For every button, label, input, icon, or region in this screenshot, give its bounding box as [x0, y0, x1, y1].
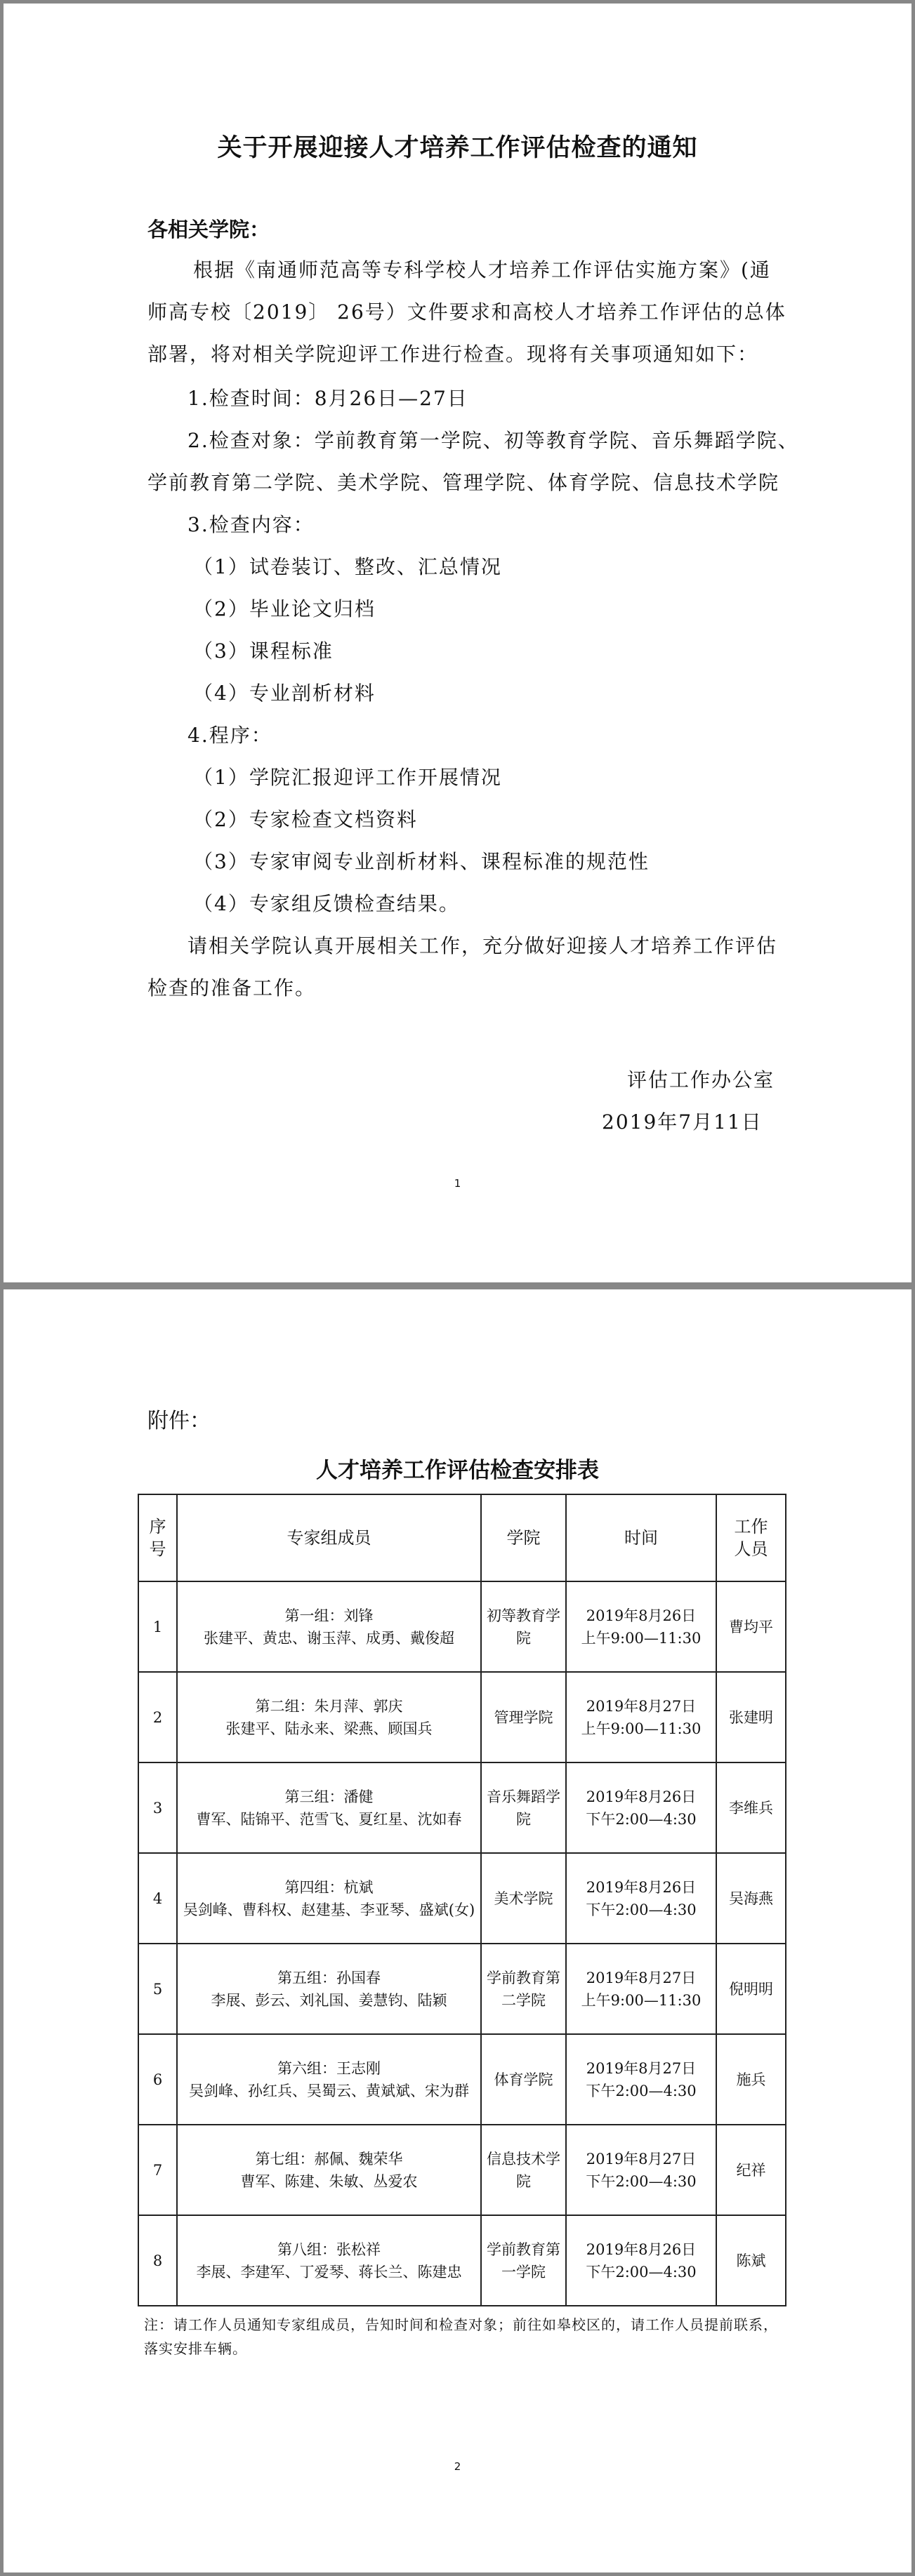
table-row	[138, 1762, 786, 1853]
table-row	[138, 2215, 786, 2306]
expert-group	[177, 1672, 481, 1762]
page-number: 2	[454, 2460, 461, 2473]
signature-office: 评估工作办公室	[627, 1068, 775, 1091]
schedule-time	[566, 2034, 716, 2125]
schedule-time	[566, 1762, 716, 1853]
group-leader: 第六组：王志刚	[277, 2059, 381, 2077]
group-leader: 第八组：张松祥	[277, 2240, 381, 2258]
expert-group	[177, 2125, 481, 2215]
date: 2019年8月26日	[586, 2240, 697, 2258]
signature-date: 2019年7月11日	[602, 1110, 763, 1134]
schedule-time	[566, 2125, 716, 2215]
staff: 吴海燕	[716, 1853, 786, 1944]
body-line: 部署，将对相关学院迎评工作进行检查。现将有关事项通知如下：	[147, 343, 759, 366]
college: 美术学院	[481, 1853, 566, 1944]
group-members: 曹军、陆锦平、范雪飞、夏红星、沈如春	[196, 1810, 462, 1828]
body-line: （2）专家检查文档资料	[193, 808, 418, 831]
time-slot: 上午9:00—11:30	[581, 1991, 702, 2009]
body-line: （4）专业剖析材料	[193, 682, 376, 705]
college: 体育学院	[481, 2034, 566, 2125]
notice-title: 关于开展迎接人才培养工作评估检查的通知	[217, 134, 698, 162]
document-page-2	[4, 1289, 911, 2572]
expert-group	[177, 2215, 481, 2306]
date: 2019年8月26日	[586, 1878, 697, 1896]
expert-group	[177, 1581, 481, 1672]
header-time: 时间	[566, 1494, 716, 1581]
header-no: 序号	[138, 1494, 177, 1581]
group-members: 吴剑峰、孙红兵、吴蜀云、黄斌斌、宋为群	[189, 2082, 469, 2099]
body-line: （1）学院汇报迎评工作开展情况	[193, 766, 502, 789]
time-slot: 下午2:00—4:30	[586, 2263, 697, 2280]
time-slot: 下午2:00—4:30	[586, 1810, 697, 1828]
staff: 倪明明	[716, 1944, 786, 2034]
expert-group	[177, 1944, 481, 2034]
group-members: 曹军、陈建、朱敏、丛爱农	[240, 2172, 418, 2190]
staff: 纪祥	[716, 2125, 786, 2215]
group-leader: 第七组：郝佩、魏荣华	[255, 2150, 403, 2167]
table-row	[138, 1672, 786, 1762]
time-slot: 上午9:00—11:30	[581, 1629, 702, 1647]
salutation: 各相关学院：	[147, 218, 270, 241]
college: 信息技术学院	[481, 2125, 566, 2215]
group-leader: 第四组：杭斌	[284, 1878, 374, 1896]
time-slot: 下午2:00—4:30	[586, 1901, 697, 1918]
date: 2019年8月27日	[586, 2059, 697, 2077]
group-leader: 第一组：刘锋	[284, 1607, 374, 1624]
row-no: 1	[138, 1581, 177, 1672]
header-college: 学院	[481, 1494, 566, 1581]
group-members: 李展、彭云、刘礼国、姜慧钧、陆颖	[211, 1991, 447, 2009]
header-staff: 工作人员	[716, 1494, 786, 1581]
schedule-time	[566, 1944, 716, 2034]
table-row	[138, 1581, 786, 1672]
expert-group	[177, 1853, 481, 1944]
date: 2019年8月27日	[586, 2150, 697, 2167]
table-row	[138, 2125, 786, 2215]
row-no: 7	[138, 2125, 177, 2215]
body-line: 检查的准备工作。	[147, 976, 317, 1000]
body-line: 1.检查时间：8月26日—27日	[187, 387, 468, 410]
college: 音乐舞蹈学院	[481, 1762, 566, 1853]
staff: 张建明	[716, 1672, 786, 1762]
body-line: （2）毕业论文归档	[193, 597, 376, 620]
group-leader: 第五组：孙国春	[277, 1969, 381, 1986]
date: 2019年8月27日	[586, 1697, 697, 1715]
row-no: 3	[138, 1762, 177, 1853]
body-line: 4.程序：	[187, 724, 272, 747]
body-line: 师高专校〔2019〕 26号）文件要求和高校人才培养工作评估的总体	[147, 300, 786, 324]
table-title: 人才培养工作评估检查安排表	[316, 1458, 599, 1483]
staff: 李维兵	[716, 1762, 786, 1853]
time-slot: 上午9:00—11:30	[581, 1720, 702, 1737]
header-members: 专家组成员	[177, 1494, 481, 1581]
time-slot: 下午2:00—4:30	[586, 2172, 697, 2190]
staff: 陈斌	[716, 2215, 786, 2306]
body-line: 3.检查内容：	[187, 513, 315, 536]
body-line: 根据《南通师范高等专科学校人才培养工作评估实施方案》(通	[193, 258, 771, 281]
group-members: 吴剑峰、曹科权、赵建基、李亚琴、盛斌(女)	[183, 1901, 475, 1918]
schedule-time	[566, 1853, 716, 1944]
staff: 曹均平	[716, 1581, 786, 1672]
page-number: 1	[454, 1177, 461, 1190]
group-members: 李展、李建军、丁爱琴、蒋长兰、陈建忠	[196, 2263, 462, 2280]
document-page-1	[4, 4, 911, 1282]
expert-group	[177, 1762, 481, 1853]
group-members: 张建平、陆永来、梁燕、顾国兵	[225, 1720, 433, 1737]
expert-group	[177, 2034, 481, 2125]
college: 学前教育第二学院	[481, 1944, 566, 2034]
table-row	[138, 1944, 786, 2034]
schedule-time	[566, 1672, 716, 1762]
row-no: 6	[138, 2034, 177, 2125]
date: 2019年8月26日	[586, 1607, 697, 1624]
date: 2019年8月27日	[586, 1969, 697, 1986]
row-no: 4	[138, 1853, 177, 1944]
schedule-table	[138, 1494, 786, 2306]
table-row	[138, 2034, 786, 2125]
body-line: 学前教育第二学院、美术学院、管理学院、体育学院、信息技术学院	[147, 471, 780, 494]
body-line: 2.检查对象：学前教育第一学院、初等教育学院、音乐舞蹈学院、	[187, 429, 799, 452]
staff: 施兵	[716, 2034, 786, 2125]
body-line: （1）试卷装订、整改、汇总情况	[193, 555, 502, 578]
table-note: 注：请工作人员通知专家组成员，告知时间和检查对象；前往如皋校区的，请工作人员提前联系，落实安排车辆。	[144, 2316, 778, 2357]
college: 学前教育第一学院	[481, 2215, 566, 2306]
body-line: （3）课程标准	[193, 639, 334, 663]
table-row	[138, 1853, 786, 1944]
row-no: 8	[138, 2215, 177, 2306]
college: 管理学院	[481, 1672, 566, 1762]
row-no: 2	[138, 1672, 177, 1762]
group-leader: 第三组：潘健	[284, 1788, 374, 1805]
college: 初等教育学院	[481, 1581, 566, 1672]
body-line: （3）专家审阅专业剖析材料、课程标准的规范性	[193, 850, 650, 873]
table-header-row	[138, 1494, 786, 1581]
attachment-label: 附件：	[147, 1409, 211, 1433]
date: 2019年8月26日	[586, 1788, 697, 1805]
group-leader: 第二组：朱月萍、郭庆	[255, 1697, 403, 1715]
time-slot: 下午2:00—4:30	[586, 2082, 697, 2099]
body-line: （4）专家组反馈检查结果。	[193, 892, 460, 915]
schedule-time	[566, 2215, 716, 2306]
group-members: 张建平、黄忠、谢玉萍、成勇、戴俊超	[204, 1629, 454, 1647]
schedule-time	[566, 1581, 716, 1672]
row-no: 5	[138, 1944, 177, 2034]
body-line: 请相关学院认真开展相关工作，充分做好迎接人才培养工作评估	[187, 934, 778, 957]
